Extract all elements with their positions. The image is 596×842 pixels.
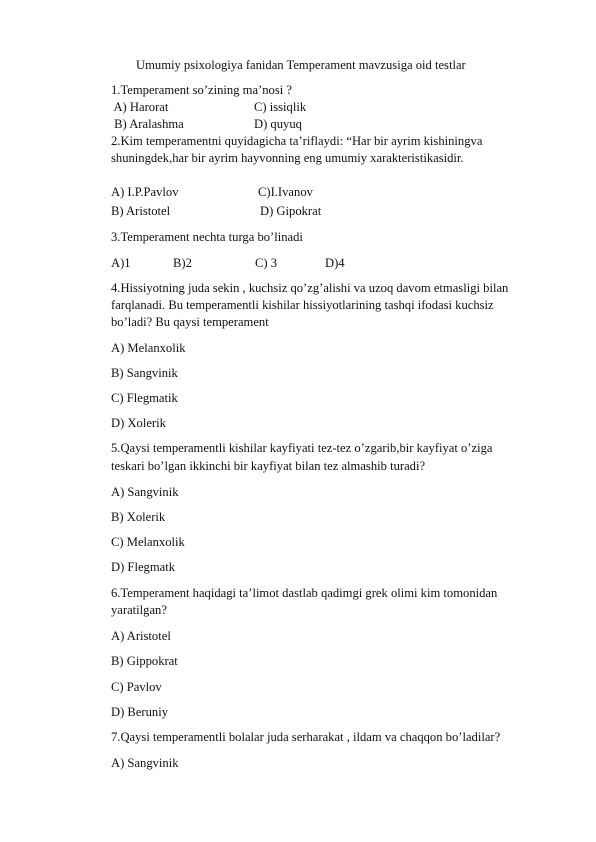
q2-options-row-1 [111, 185, 571, 200]
q5-option-d: D) Flegmatk [111, 560, 176, 574]
question-5-line-2: teskari bo’lgan ikkinchi bir kayfiyat bilan tez almashib turadi? [111, 459, 426, 473]
q3-option-d: D)4 [325, 256, 345, 270]
question-6-line-2: yaratilgan? [111, 603, 167, 617]
question-4-line-1: 4.Hissiyotning juda sekin , kuchsiz qo’zg’alishi va uzoq davom etmasligi bilan [111, 281, 509, 295]
q2-option-b: B) Aristotel [111, 204, 171, 218]
q1-option-d: D) quyuq [254, 117, 302, 131]
q6-option-c: C) Pavlov [111, 680, 162, 694]
q3-option-c: C) 3 [255, 256, 278, 270]
question-2-line-2: shuningdek,har bir ayrim hayvonning eng umumiy xarakteristikasidir. [111, 151, 464, 165]
q1-options-row-2 [111, 117, 571, 132]
q2-options-row-2 [111, 204, 571, 219]
q6-option-b: B) Gippokrat [111, 654, 178, 668]
q1-option-b: B) Aralashma [111, 117, 184, 131]
q2-option-d: D) Gipokrat [260, 204, 322, 218]
question-1: 1.Temperament so’zining ma’nosi ? [111, 83, 292, 97]
q3-options-row [111, 256, 571, 271]
q1-option-c: C) issiqlik [254, 100, 307, 114]
question-5-line-1: 5.Qaysi temperamentli kishilar kayfiyati tez-tez o’zgarib,bir kayfiyat o’ziga [111, 441, 493, 455]
q4-option-d: D) Xolerik [111, 416, 166, 430]
question-3: 3.Temperament nechta turga bo’linadi [111, 230, 303, 244]
question-4-line-3: bo’ladi? Bu qaysi temperament [111, 315, 269, 329]
page-title: Umumiy psixologiya fanidan Temperament mavzusiga oid testlar [136, 58, 466, 72]
q5-option-a: A) Sangvinik [111, 485, 179, 499]
q6-option-d: D) Beruniy [111, 705, 169, 719]
q2-option-a: A) I.P.Pavlov [111, 185, 179, 199]
q6-option-a: A) Aristotel [111, 629, 171, 643]
q4-option-b: B) Sangvinik [111, 366, 178, 380]
q3-option-a: A)1 [111, 256, 131, 270]
q4-option-c: C) Flegmatik [111, 391, 178, 405]
question-7: 7.Qaysi temperamentli bolalar juda serharakat , ildam va chaqqon bo’ladilar? [111, 730, 501, 744]
q1-options-row-1 [111, 100, 571, 115]
q2-option-c: C)I.Ivanov [258, 185, 313, 199]
q3-option-b: B)2 [173, 256, 192, 270]
q1-option-a: A) Harorat [111, 100, 169, 114]
q7-option-a: A) Sangvinik [111, 756, 179, 770]
q5-option-c: C) Melanxolik [111, 535, 185, 549]
question-6-line-1: 6.Temperament haqidagi ta’limot dastlab qadimgi grek olimi kim tomonidan [111, 586, 498, 600]
question-2-line-1: 2.Kim temperamentni quyidagicha ta’riflaydi: “Har bir ayrim kishiningva [111, 134, 483, 148]
question-4-line-2: farqlanadi. Bu temperamentli kishilar hissiyotlarining tashqi ifodasi kuchsiz [111, 298, 494, 312]
q5-option-b: B) Xolerik [111, 510, 166, 524]
q4-option-a: A) Melanxolik [111, 341, 186, 355]
